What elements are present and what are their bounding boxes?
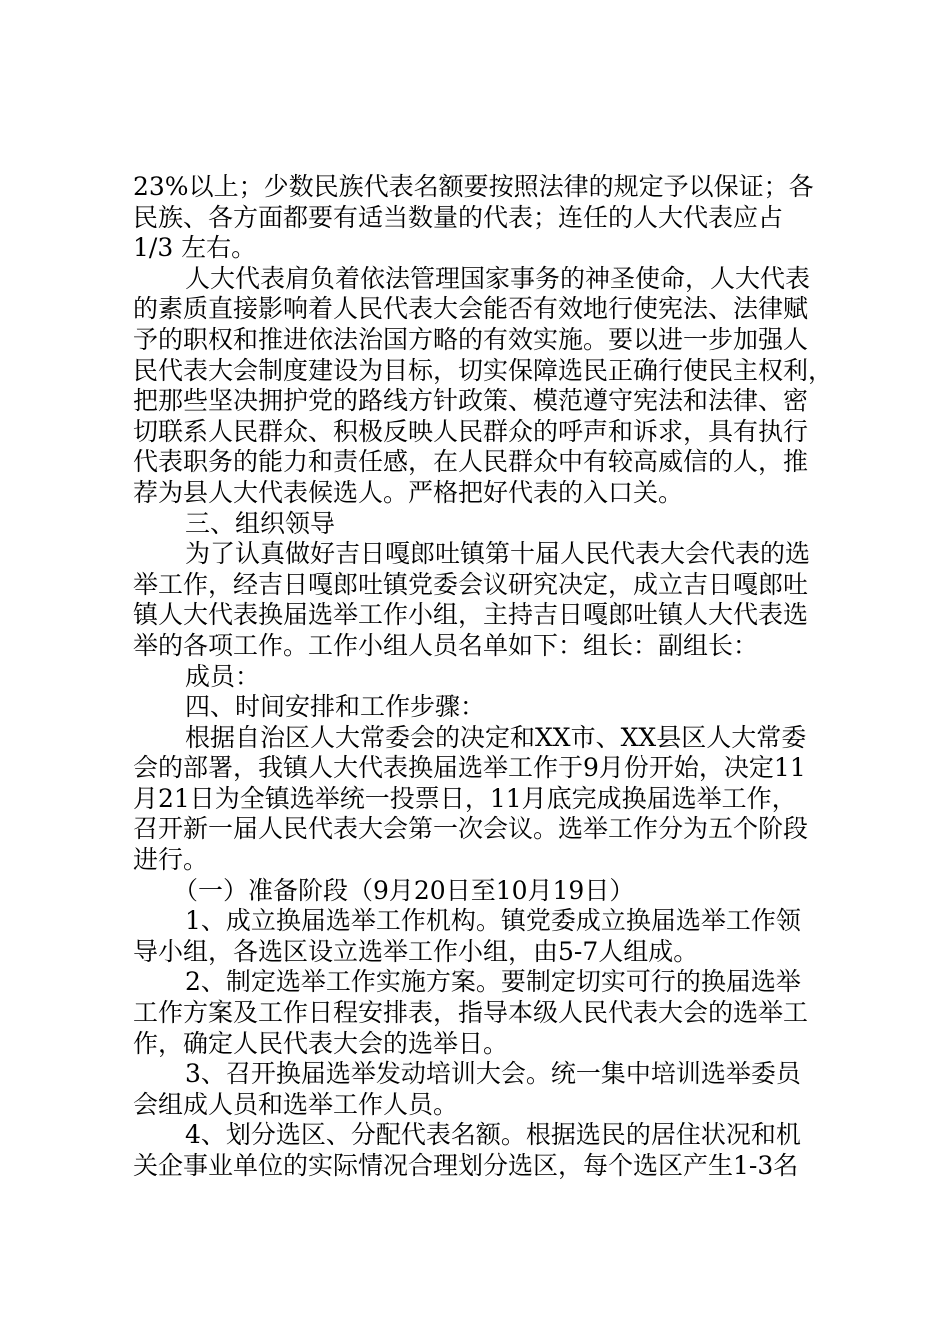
text-line: 作，确定人民代表大会的选举日。 (133, 1028, 509, 1058)
text-line: 的素质直接影响着人民代表大会能否有效地行使宪法、法律赋 (133, 294, 809, 324)
text-line: 召开新一届人民代表大会第一次会议。选举工作分为五个阶段 (133, 814, 809, 844)
document-body (133, 172, 834, 1182)
text-line: 代表职务的能力和责任感，在人民群众中有较高威信的人，推 (133, 447, 809, 477)
text-line: 1/3 左右。 (133, 233, 257, 263)
text-line: 工作方案及工作日程安排表，指导本级人民代表大会的选举工 (133, 998, 809, 1028)
text-line: 23%以上；少数民族代表名额要按照法律的规定予以保证；各 (133, 172, 814, 201)
text-line: 举的各项工作。工作小组人员名单如下：组长：副组长： (133, 630, 759, 660)
text-line: 切联系人民群众、积极反映人民群众的呼声和诉求，具有执行 (133, 416, 809, 446)
text-line: 3、召开换届选举发动培训大会。统一集中培训选举委员 (185, 1059, 801, 1089)
text-line: 予的职权和推进依法治国方略的有效实施。要以进一步加强人 (133, 324, 809, 354)
text-line: 会组成人员和选举工作人员。 (133, 1089, 459, 1119)
text-line: 把那些坚决拥护党的路线方针政策、模范遵守宪法和法律、密 (133, 386, 809, 416)
text-line: 人大代表肩负着依法管理国家事务的神圣使命，人大代表 (185, 263, 811, 293)
text-line: 民族、各方面都要有适当数量的代表；连任的人大代表应占 (133, 202, 784, 232)
text-line: 四、时间安排和工作步骤： (185, 692, 486, 722)
text-line: 2、制定选举工作实施方案。要制定切实可行的换届选举 (185, 967, 801, 997)
text-line: 会的部署，我镇人大代表换届选举工作于9月份开始，决定11 (133, 753, 806, 783)
text-line: 举工作，经吉日嘎郎吐镇党委会议研究决定，成立吉日嘎郎吐 (133, 569, 809, 599)
text-line: 月21日为全镇选举统一投票日，11月底完成换届选举工作， (133, 783, 797, 813)
text-line: 三、组织领导 (185, 508, 336, 538)
text-line: 1、成立换届选举工作机构。镇党委成立换届选举工作领 (185, 906, 801, 936)
text-line: 导小组，各选区设立选举工作小组，由5-7人组成。 (133, 936, 699, 966)
text-line: 荐为县人大代表候选人。严格把好代表的入口关。 (133, 477, 684, 507)
text-line: 进行。 (133, 845, 209, 875)
text-line: （一）准备阶段（9月20日至10月19日） (173, 875, 635, 905)
text-line: 民代表大会制度建设为目标，切实保障选民正确行使民主权利， (133, 355, 834, 385)
text-line: 镇人大代表换届选举工作小组，主持吉日嘎郎吐镇人大代表选 (133, 600, 809, 630)
text-line: 成员： (185, 661, 261, 691)
text-line: 关企事业单位的实际情况合理划分选区，每个选区产生1-3名 (133, 1151, 799, 1180)
text-line: 为了认真做好吉日嘎郎吐镇第十届人民代表大会代表的选 (185, 539, 811, 569)
text-line: 根据自治区人大常委会的决定和XX市、XX县区人大常委 (185, 722, 807, 752)
text-line: 4、划分选区、分配代表名额。根据选民的居住状况和机 (185, 1120, 801, 1150)
